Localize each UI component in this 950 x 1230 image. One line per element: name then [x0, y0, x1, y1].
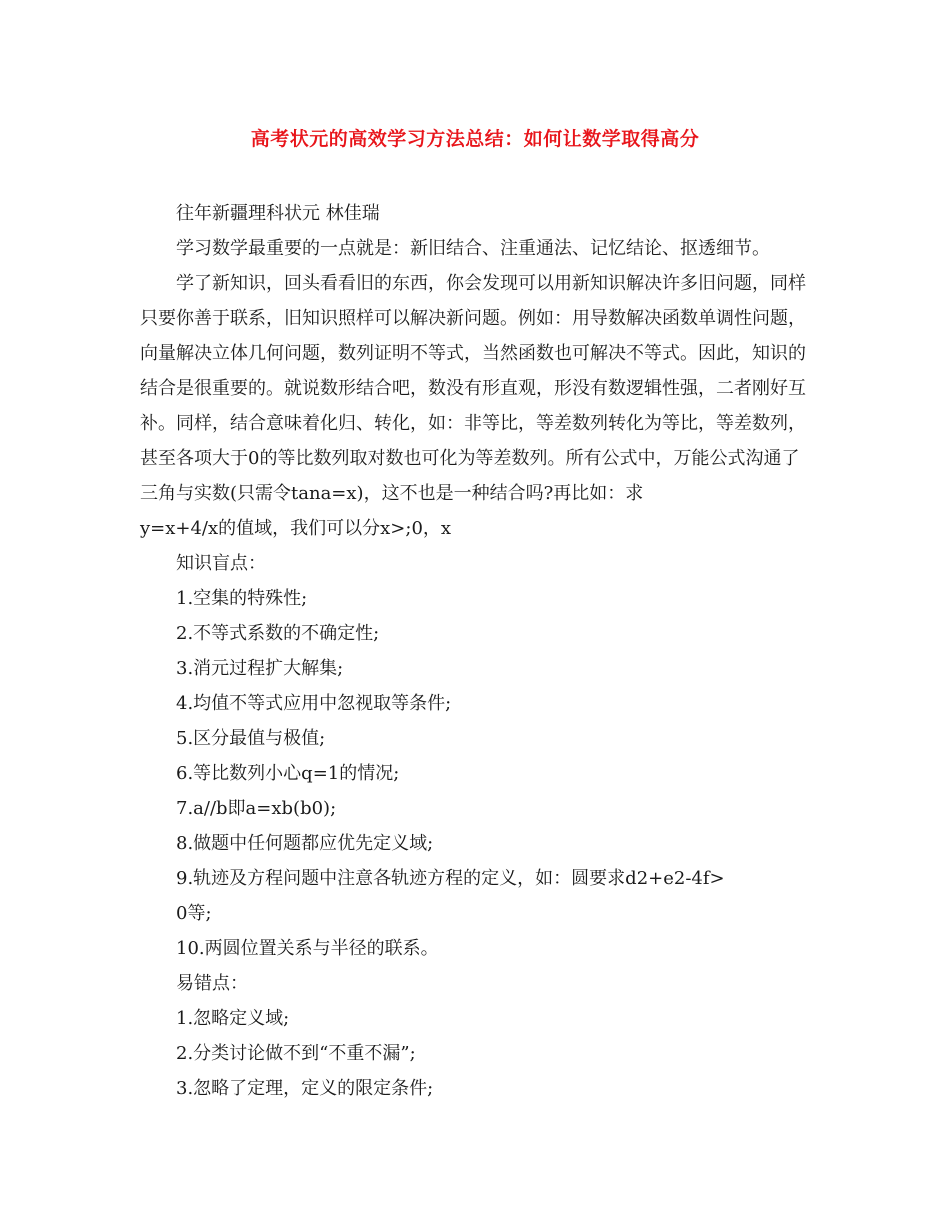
- list-item: 5.区分最值与极值;: [176, 728, 326, 749]
- paragraph-key-points: 学习数学最重要的一点就是：新旧结合、注重通法、记忆结论、抠透细节。: [176, 238, 770, 259]
- list-item: 3.忽略了定理，定义的限定条件;: [176, 1078, 434, 1099]
- list-item: 10.两圆位置关系与半径的联系。: [176, 938, 439, 959]
- list-item: 3.消元过程扩大解集;: [176, 658, 344, 679]
- errors-heading: 易错点：: [176, 973, 248, 994]
- document-body: [140, 196, 812, 1106]
- list-item: 4.均值不等式应用中忽视取等条件;: [176, 693, 452, 714]
- list-item: 1.空集的特殊性;: [176, 588, 308, 609]
- list-item: 6.等比数列小心q=1的情况;: [176, 763, 400, 784]
- paragraph-range-example: y=x+4/x的值域，我们可以分x>;0，x: [140, 518, 452, 539]
- list-item: 2.分类讨论做不到“不重不漏”;: [176, 1043, 416, 1064]
- list-item: 8.做题中任何题都应优先定义域;: [176, 833, 434, 854]
- author-line: 往年新疆理科状元 林佳瑞: [176, 203, 380, 224]
- list-item: 7.a//b即a=xb(b0);: [176, 798, 337, 819]
- list-item: 9.轨迹及方程问题中注意各轨迹方程的定义，如：圆要求d2+e2-4f>: [176, 868, 725, 889]
- document-title: 高考状元的高效学习方法总结：如何让数学取得高分: [250, 128, 700, 150]
- list-item: 1.忽略定义域;: [176, 1008, 290, 1029]
- paragraph-new-old-knowledge: 学了新知识，回头看看旧的东西，你会发现可以用新知识解决许多旧问题，同样只要你善于联系，旧知识照样可以解决新问题。例如：用导数解决函数单调性问题，向量解决立体几何问题，数列证明不等式，当然函数也可解决不等式。因此，知识的结合是很重要的。就说数形结合吧，数没有形直观，形没有数逻辑性强，二者刚好互补。同样，结合意味着化归、转化，如：非等比，等差数列转化为等比，等差数列，甚至各项大于0的等比数列取对数也可化为等差数列。所有公式中，万能公式沟通了三角与实数(只需令tana=x)，这不也是一种结合吗?再比如：求: [140, 273, 806, 504]
- list-item: 2.不等式系数的不确定性;: [176, 623, 380, 644]
- list-item: 0等;: [176, 903, 212, 924]
- blind-spots-heading: 知识盲点：: [176, 553, 266, 574]
